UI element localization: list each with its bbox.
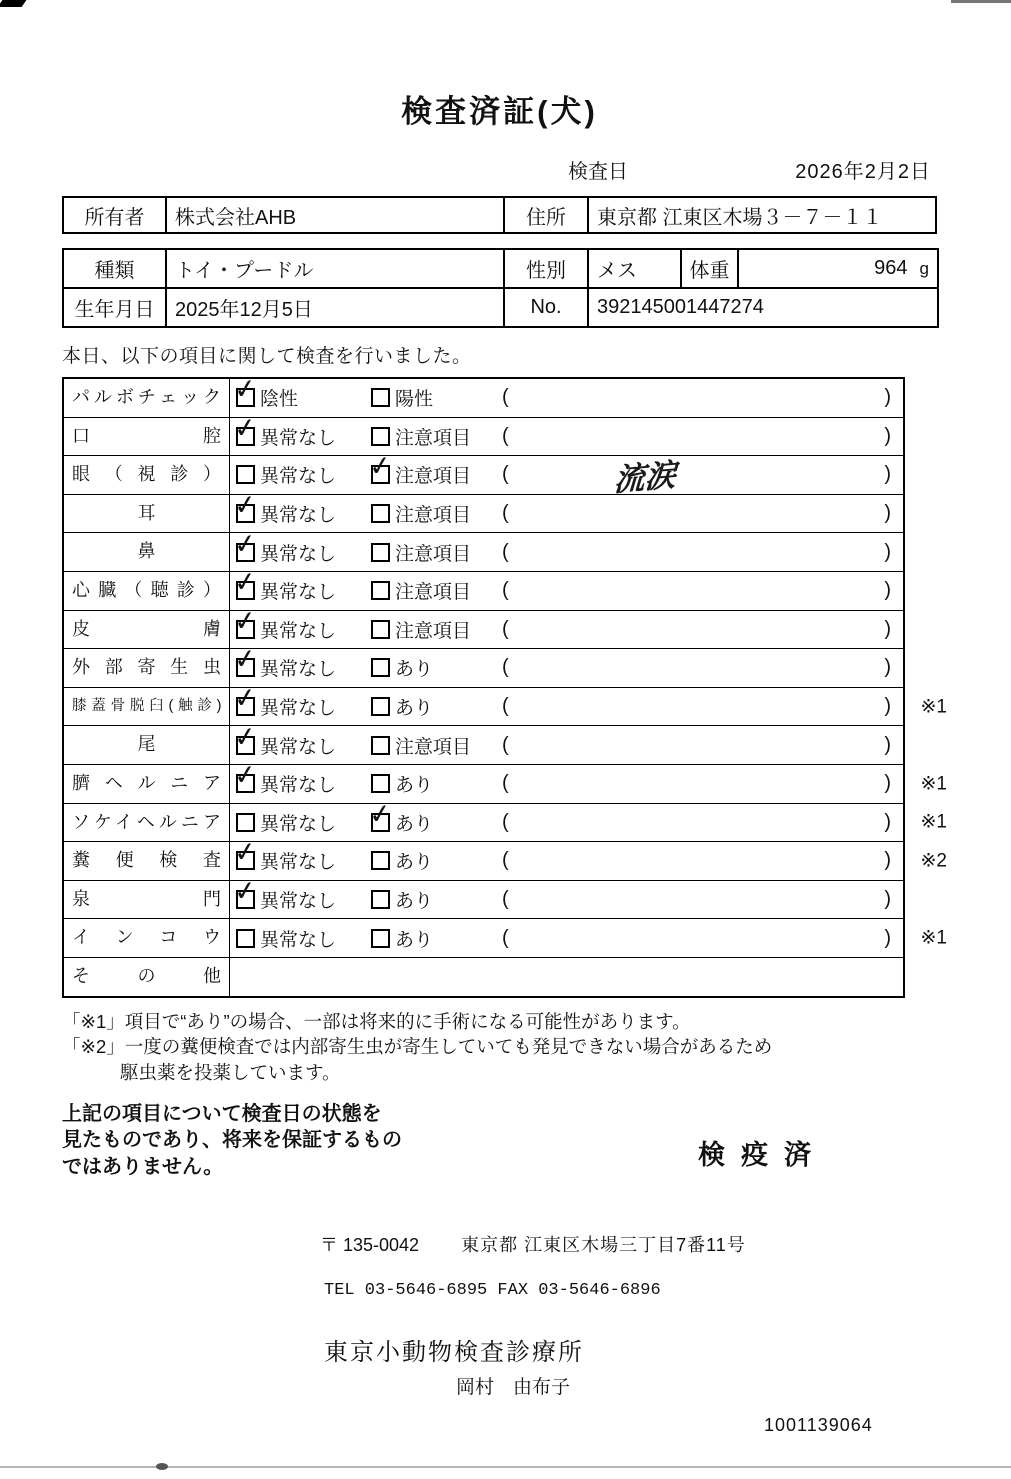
option-label: 異常なし: [260, 698, 337, 720]
checklist-row: [64, 957, 903, 996]
checklist-row: [64, 450, 903, 500]
check-mark: ✓: [231, 758, 259, 792]
intro-text: 本日、以下の項目に関して検査を行いました。: [62, 346, 472, 367]
option-label: 注意項目: [395, 427, 472, 449]
inspection-date-label: 検査日: [568, 161, 628, 183]
sex-label: 性別: [504, 249, 588, 288]
checklist-option: [230, 527, 365, 566]
paren-open: (: [502, 579, 509, 602]
checkbox-unchecked: [236, 929, 255, 948]
checklist-option: [365, 925, 492, 952]
checklist-option: [230, 565, 365, 604]
check-mark: ✓: [231, 488, 259, 522]
checkbox-checked: [366, 797, 394, 832]
paren-open: (: [502, 772, 509, 795]
paren-close: ): [884, 386, 891, 409]
checkbox-unchecked: [236, 465, 255, 484]
item-label: 鼻: [64, 533, 230, 571]
note-field: [492, 618, 903, 641]
check-mark: ✓: [366, 797, 394, 831]
item-label: ソケイヘルニア: [64, 804, 230, 842]
option-label: 異常なし: [260, 736, 337, 758]
checklist-option: [230, 461, 365, 488]
checklist-option: [230, 758, 365, 797]
checkbox-checked: [231, 604, 259, 639]
row-body: [230, 874, 903, 919]
paren-close: ): [884, 888, 891, 911]
disclaimer-line-1: 上記の項目について検査日の状態を: [62, 1103, 382, 1126]
checklist-option: [365, 847, 492, 874]
checklist-option: [365, 384, 492, 411]
row-body: [230, 565, 903, 610]
owner-label: 所有者: [63, 197, 166, 233]
row-body: [230, 720, 903, 764]
option-label: あり: [395, 891, 434, 913]
checklist-row: [64, 681, 947, 726]
option-label: 異常なし: [260, 813, 337, 835]
checklist-option: [230, 925, 365, 952]
note-field: [492, 927, 903, 950]
checklist-option: [365, 423, 492, 450]
checklist-option: [230, 835, 365, 874]
checkbox-unchecked: [236, 813, 255, 832]
check-mark: ✓: [231, 565, 259, 599]
animal-row-2: [63, 288, 938, 327]
paren-open: (: [502, 888, 509, 911]
row-body: [230, 488, 903, 533]
weight-label: 体重: [681, 249, 738, 288]
check-mark: ✓: [231, 681, 259, 715]
paren-close: ): [884, 579, 891, 602]
checklist-row: [64, 411, 903, 456]
footnotes: [62, 1009, 937, 1086]
paren-close: ): [884, 733, 891, 756]
checklist-row: [64, 874, 903, 919]
option-label: 異常なし: [260, 852, 337, 874]
option-label: 注意項目: [395, 505, 472, 527]
check-mark: ✓: [231, 411, 259, 445]
option-label: 異常なし: [260, 505, 337, 527]
checkbox-checked: [231, 527, 259, 562]
item-label: 皮膚: [64, 611, 230, 649]
owner-address-value: 東京都 江東区木場３－７－１１: [588, 197, 936, 233]
option-label: 陽性: [395, 389, 434, 411]
handwritten-note: 流涙: [612, 457, 677, 500]
option-label: 異常なし: [260, 582, 337, 604]
option-label: 異常なし: [260, 929, 337, 951]
paren-open: (: [502, 424, 509, 447]
note-field: [492, 772, 903, 795]
checklist-option: [230, 809, 365, 836]
note-field: [492, 541, 903, 564]
paren-close: ): [884, 849, 891, 872]
item-label: 外部寄生虫: [64, 649, 230, 687]
scan-artifact-top-right: [951, 0, 1011, 3]
weight-unit: g: [919, 259, 929, 278]
checklist-option: [365, 577, 492, 604]
checklist-option: [365, 797, 492, 836]
footnote-3: 駆虫薬を投薬しています。: [120, 1061, 341, 1083]
option-label: 注意項目: [395, 736, 472, 758]
checkbox-checked: [231, 411, 259, 446]
checkbox-unchecked: [371, 388, 390, 407]
clinic-address: 東京都 江東区木場三丁目7番11号: [461, 1235, 746, 1256]
paren-open: (: [502, 463, 509, 486]
checkbox-checked: [231, 372, 259, 407]
checklist-row: [64, 797, 947, 842]
option-label: 異常なし: [260, 659, 337, 681]
option-label: 異常なし: [260, 775, 337, 797]
note-field: [492, 849, 903, 872]
checklist-row: [64, 527, 903, 571]
postal-line: [320, 1231, 937, 1257]
checklist-option: [365, 693, 492, 720]
checklist-option: [230, 604, 365, 643]
checkbox-unchecked: [371, 658, 390, 677]
scan-artifact-top-left: [0, 0, 26, 7]
row-body: [230, 604, 903, 649]
checklist-row: [64, 758, 947, 803]
checklist-row: [64, 918, 947, 957]
row-body: [230, 527, 903, 571]
row-body: [230, 411, 903, 456]
note-field: [492, 811, 903, 834]
type-label: 種類: [63, 249, 166, 288]
option-label: 注意項目: [395, 620, 472, 642]
check-mark: ✓: [231, 720, 259, 754]
owner-address-label: 住所: [504, 197, 588, 233]
paren-open: (: [502, 656, 509, 679]
disclaimer-line-2: 見たものであり、将来を保証するもの: [62, 1129, 402, 1152]
paren-open: (: [502, 926, 509, 949]
check-mark: ✓: [231, 372, 259, 406]
option-label: 異常なし: [260, 620, 337, 642]
note-field: [492, 579, 903, 602]
checklist-row: [64, 372, 903, 417]
checkbox-checked: [231, 874, 259, 909]
footer: [62, 1231, 937, 1436]
checkbox-checked: [366, 450, 394, 484]
row-body: [230, 758, 903, 803]
paren-open: (: [502, 695, 509, 718]
paren-open: (: [502, 810, 509, 833]
disclaimer: [62, 1101, 492, 1180]
check-mark: ✓: [231, 643, 259, 676]
checklist-option: [365, 732, 492, 759]
checkbox-unchecked: [371, 543, 390, 562]
signer-name: 岡村 由布子: [456, 1377, 571, 1399]
paren-close: ): [884, 810, 891, 833]
row-body: [230, 919, 903, 957]
check-mark: ✓: [231, 874, 259, 908]
option-label: 注意項目: [395, 466, 472, 488]
birth-value: 2025年12月5日: [166, 288, 504, 327]
checkbox-checked: [231, 758, 259, 793]
note-field: [492, 695, 903, 718]
checkbox-unchecked: [371, 851, 390, 870]
paren-close: ): [884, 926, 891, 949]
row-body: [230, 797, 903, 842]
note-field: [492, 502, 903, 525]
clinic-name: 東京小動物検査診療所: [324, 1339, 584, 1367]
option-label: あり: [395, 775, 434, 797]
checklist-option: [365, 450, 492, 488]
check-mark: ✓: [366, 450, 394, 483]
checkbox-unchecked: [371, 890, 390, 909]
row-body: [230, 681, 903, 726]
inspection-date-value: 2026年2月2日: [795, 161, 931, 183]
paren-open: (: [502, 386, 509, 409]
option-label: 異常なし: [260, 427, 337, 449]
no-label: No.: [504, 288, 588, 327]
quarantine-stamp: 検疫済: [698, 1140, 827, 1171]
checklist-option: [365, 616, 492, 643]
item-label: 臍ヘルニア: [64, 765, 230, 803]
row-body: [230, 372, 903, 417]
option-label: 異常なし: [260, 466, 337, 488]
checklist-option: [230, 372, 365, 411]
checklist-option: [230, 874, 365, 913]
item-label: 心臓（聴診）: [64, 572, 230, 610]
item-label: 膝蓋骨脱臼(触診): [64, 688, 230, 726]
checkbox-checked: [231, 720, 259, 755]
checklist-option: [230, 488, 365, 527]
scan-artifact-bottom-line: [0, 1466, 1011, 1468]
item-label: 耳: [64, 495, 230, 533]
birth-label: 生年月日: [63, 288, 166, 327]
checklist-option: [230, 411, 365, 450]
option-label: 注意項目: [395, 582, 472, 604]
paren-open: (: [502, 849, 509, 872]
paren-close: ): [884, 695, 891, 718]
document-content: [62, 0, 947, 1436]
checkbox-checked: [231, 681, 259, 716]
checklist-row: [64, 835, 947, 880]
checklist-option: [365, 500, 492, 527]
checklist-option: [365, 770, 492, 797]
option-label: あり: [395, 659, 434, 681]
checklist-option: [230, 643, 365, 681]
row-body: [230, 643, 903, 687]
note-field: [492, 452, 903, 500]
option-label: あり: [395, 813, 434, 835]
reference-mark: ※2: [920, 850, 947, 872]
paren-close: ): [884, 617, 891, 640]
paren-open: (: [502, 617, 509, 640]
scan-artifact-dot: [156, 1463, 168, 1470]
checkbox-checked: [231, 488, 259, 523]
checklist-option: [365, 886, 492, 913]
checklist-option: [230, 720, 365, 759]
item-label: インコウ: [64, 919, 230, 957]
owner-name: 株式会社AHB: [166, 197, 504, 233]
footnote-2: 「※2」一度の糞便検査では内部寄生虫が寄生していても発見できない場合があるため: [62, 1036, 773, 1058]
checkbox-unchecked: [371, 736, 390, 755]
type-value: トイ・プードル: [166, 249, 504, 288]
checklist-row: [64, 643, 903, 687]
checklist-option: [230, 681, 365, 720]
note-field: [492, 888, 903, 911]
check-mark: ✓: [231, 527, 259, 561]
checklist-row: [64, 604, 903, 649]
option-label: 注意項目: [395, 543, 472, 565]
postal-code: 〒 135-0042: [320, 1235, 420, 1256]
note-field: [492, 656, 903, 679]
note-field: [492, 734, 903, 757]
weight-number: 964: [874, 257, 908, 279]
reference-mark: ※1: [920, 696, 947, 718]
item-label: その他: [64, 958, 230, 996]
check-mark: ✓: [231, 835, 259, 869]
reference-mark: ※1: [920, 811, 947, 833]
checklist-rows: [64, 372, 947, 996]
paren-close: ): [884, 772, 891, 795]
tel-fax-line: TEL 03-5646-6895 FAX 03-5646-6896: [324, 1281, 661, 1301]
checklist-row: [64, 565, 903, 610]
checkbox-checked: [231, 835, 259, 870]
footnote-1: 「※1」項目で“あり”の場合、一部は将来的に手術になる可能性があります。: [62, 1010, 691, 1032]
inspection-date-row: [62, 155, 937, 184]
paren-close: ): [884, 424, 891, 447]
paren-close: ): [884, 656, 891, 679]
item-label: パルボチェック: [64, 379, 230, 417]
checkbox-unchecked: [371, 504, 390, 523]
checklist-table: [62, 372, 947, 998]
option-label: あり: [395, 698, 434, 720]
paren-open: (: [502, 733, 509, 756]
note-field: [492, 425, 903, 448]
item-label: 口腔: [64, 418, 230, 456]
checkbox-unchecked: [371, 620, 390, 639]
closing-block: [62, 1101, 937, 1227]
option-label: あり: [395, 929, 434, 951]
checkbox-unchecked: [371, 581, 390, 600]
reference-mark: ※1: [920, 773, 947, 795]
note-field: [492, 386, 903, 409]
checklist-option: [365, 539, 492, 566]
paren-close: ): [884, 502, 891, 525]
row-body: [230, 835, 903, 880]
check-mark: ✓: [231, 604, 259, 638]
paren-open: (: [502, 502, 509, 525]
row-body: [230, 450, 903, 500]
animal-row-1: [63, 249, 938, 288]
checklist-option: [365, 654, 492, 681]
option-label: 異常なし: [260, 543, 337, 565]
paren-close: ): [884, 463, 891, 486]
paren-close: ): [884, 540, 891, 563]
checkbox-checked: [231, 643, 259, 677]
paren-open: (: [502, 540, 509, 563]
option-label: 異常なし: [260, 891, 337, 913]
reference-mark: ※1: [920, 927, 947, 949]
item-label: 糞便検査: [64, 842, 230, 880]
item-label: 泉門: [64, 881, 230, 919]
checkbox-unchecked: [371, 427, 390, 446]
checklist-row: [64, 488, 903, 533]
sex-value: メス: [588, 249, 681, 288]
disclaimer-line-3: ではありません。: [62, 1155, 224, 1178]
weight-value: [738, 249, 938, 288]
item-label: 尾: [64, 726, 230, 764]
option-label: 陰性: [260, 389, 299, 411]
page-title: 検査済証(犬): [401, 94, 598, 129]
no-value: 392145001447274: [588, 288, 938, 327]
checkbox-unchecked: [371, 697, 390, 716]
row-body: [230, 958, 903, 996]
owner-row: [63, 197, 936, 233]
animal-table: [62, 248, 939, 328]
owner-table: [62, 196, 937, 234]
option-label: あり: [395, 852, 434, 874]
checklist-row: [64, 720, 903, 764]
document-code: 1001139064: [764, 1415, 873, 1436]
item-label: 眼（視診）: [64, 456, 230, 494]
checkbox-unchecked: [371, 774, 390, 793]
checkbox-unchecked: [371, 929, 390, 948]
checkbox-checked: [231, 565, 259, 600]
